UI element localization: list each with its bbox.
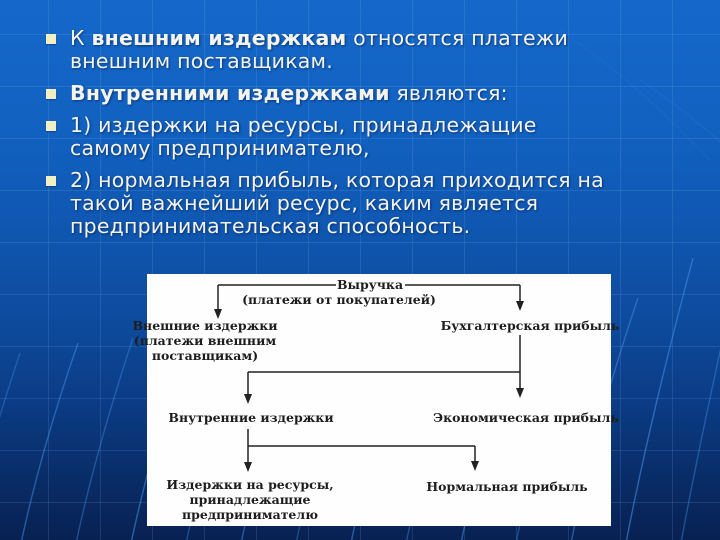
diagram-label-normal-profit: Нормальная прибыль	[426, 479, 588, 494]
bullet-text	[70, 82, 508, 105]
bullet-item-normal-profit	[46, 169, 658, 238]
diagram-label-revenue: Выручка	[336, 277, 404, 292]
bullet-text	[70, 169, 604, 238]
diagram-label-internal-costs: Внутренние издержки	[168, 410, 334, 425]
text-line: 2) нормальная прибыль, которая приходится на	[70, 168, 604, 192]
bullet-text	[70, 114, 537, 160]
bullet-text	[70, 27, 568, 73]
profit-flow-diagram	[132, 274, 620, 526]
text-line: Внутренними издержками являются:	[70, 81, 508, 105]
diagram-label-accounting-profit: Бухгалтерская прибыль	[440, 318, 620, 333]
bullet-square-icon	[46, 34, 56, 44]
text-line: внешним поставщикам.	[70, 49, 333, 73]
diagram-label-revenue-subtitle: (платежи от покупателей)	[242, 292, 436, 307]
text-line: такой важнейший ресурс, каким является	[70, 191, 539, 215]
diagram-label-economic-profit: Экономическая прибыль	[433, 410, 619, 425]
text-line: К внешним издержкам относятся платежи	[70, 26, 569, 50]
text-line: самому предпринимателю,	[70, 136, 370, 160]
bullet-square-icon	[46, 176, 56, 186]
diagram-label-resource-costs: Издержки на ресурсы, принадлежащие предпринимателю	[166, 477, 334, 522]
diagram-label-external-costs: Внешние издержки (платежи внешним поставщикам)	[132, 318, 278, 363]
text-line: 1) издержки на ресурсы, принадлежащие	[70, 113, 537, 137]
bullet-square-icon	[46, 121, 56, 131]
bullet-item-external-costs	[46, 27, 658, 73]
bullet-item-internal-costs	[46, 82, 658, 105]
bullet-item-resource-costs	[46, 114, 658, 160]
bullet-square-icon	[46, 89, 56, 99]
bullet-list	[46, 27, 658, 247]
text-line: предпринимательская способность.	[70, 214, 471, 238]
